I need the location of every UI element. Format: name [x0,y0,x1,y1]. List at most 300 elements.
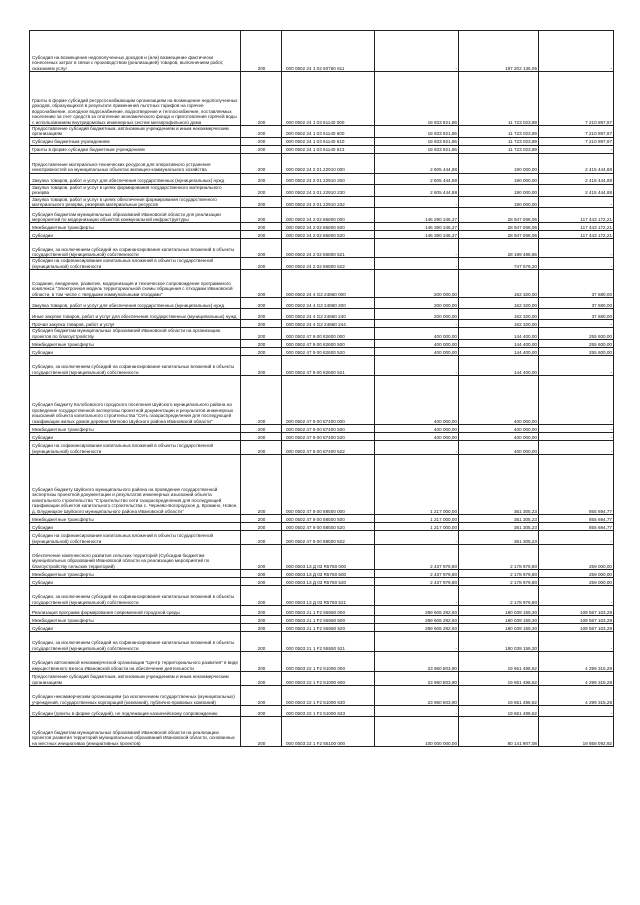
row-line-code: 200 [241,126,282,138]
row-line-code: 200 [241,578,282,586]
row-budget-code: 000 0503 22 1 F2 51090 630 [282,686,375,706]
row-unexecuted: - [539,531,614,545]
row-unexecuted: 117 443 172,21 [539,208,614,223]
row-line-code: 200 [241,340,282,348]
row-approved: - [375,320,459,328]
row-budget-code: 000 0503 21 1 F2 55550 521 [282,632,375,652]
row-approved: 400 000,00 [375,425,459,433]
row-budget-code: 000 0502 24 4 G2 24860 000 [282,270,375,298]
row-approved: 400 000,00 [375,348,459,356]
row-unexecuted: - [539,356,614,376]
row-executed: 180 039 159,30 [459,632,539,652]
row-budget-code: 000 0503 13 Д 03 R5760 000 [282,545,375,570]
row-approved: - [375,258,459,270]
row-executed: 144 400,00 [459,348,539,356]
table-row [30,606,614,616]
table-row [30,433,614,441]
row-line-code: 200 [241,348,282,356]
row-name: Субсидия бюджету Шуйского муниципального района на проведение государственной экспертизы проектной документации и результатов инженерных изысканий объекта капитального строительства "Строительство сети газораспределения для последующей газификации объектов капитального строительства с. Чернево-Богородское д. Кромино, Новое, д. Блудницкое Шуйского муниципального района Ивановской области" [30,455,241,515]
row-executed: 162 320,00 [459,270,539,298]
row-executed: 400 000,00 [459,433,539,441]
table-row [30,686,614,706]
row-name: Реализация программ формирования современной городской среды [30,606,241,616]
row-unexecuted: 117 443 172,21 [539,231,614,239]
row-unexecuted: 855 694,77 [539,515,614,523]
row-line-code: 200 [241,515,282,523]
row-executed: 190 000,00 [459,196,539,208]
row-executed: 361 305,23 [459,523,539,531]
row-budget-code: 000 0502 47 9 00 88500 520 [282,523,375,531]
row-unexecuted: - [539,320,614,328]
row-budget-code: 000 0502 24 1 03 61140 613 [282,145,375,153]
row-executed: 11 723 023,89 [459,145,539,153]
row-line-code: 200 [241,320,282,328]
row-budget-code: 000 0502 47 9 00 82600 000 [282,328,375,340]
row-name: Межбюджетные трансферты [30,340,241,348]
row-line-code: 200 [241,328,282,340]
row-approved: - [375,706,459,717]
table-row [30,270,614,298]
row-name: Субсидии [30,231,241,239]
row-name: Субсидии, за исключением субсидий на софинансирование капитальных вложений в объекты государственной (муниципальной) собственности [30,586,241,606]
row-budget-code: 000 0503 21 1 F2 55550 500 [282,616,375,624]
row-executed: 19 661 488,62 [459,652,539,672]
row-executed: 19 661 488,62 [459,686,539,706]
table-row [30,184,614,196]
row-approved: 2 605 444,88 [375,184,459,196]
row-executed: 180 039 159,30 [459,616,539,624]
row-approved: - [375,441,459,455]
row-executed: 11 723 023,89 [459,126,539,138]
row-unexecuted: - [539,425,614,433]
row-name: Закупка товаров, работ и услуг в целях формирования государственного материального резерва [30,184,241,196]
table-row [30,624,614,632]
row-name: Предоставление субсидий бюджетным, автономным учреждениям и иным некоммерческим организациям [30,126,241,138]
row-name: Межбюджетные трансферты [30,616,241,624]
row-name: Предоставление субсидий бюджетным, автономным учреждениям и иным некоммерческим организациям [30,672,241,686]
row-approved: - [375,586,459,606]
row-name: Субсидии, за исключением субсидий на софинансирование капитальных вложений в объекты государственной (муниципальной) собственности [30,356,241,376]
row-budget-code: 000 0502 24 1 03 61140 600 [282,126,375,138]
row-name: Межбюджетные трансферты [30,425,241,433]
row-approved: - [375,531,459,545]
row-unexecuted: 37 680,00 [539,298,614,309]
table-row [30,672,614,686]
table-row [30,173,614,184]
row-executed: 28 947 068,06 [459,231,539,239]
row-approved: 23 960 803,90 [375,652,459,672]
row-name: Субсидии [30,578,241,586]
table-row [30,31,614,72]
row-budget-code: 000 0503 13 Д 03 R5760 521 [282,586,375,606]
row-budget-code: 000 0503 13 Д 03 R5760 500 [282,570,375,578]
row-name: Создание, внедрение, развитие, модернизация и техническое сопровождение программного комплекса "Электронная модель территориальной схемы обращения с отходами Ивановской области, в том числе с твердыми коммунальными отходами" [30,270,241,298]
row-approved: 18 933 921,86 [375,145,459,153]
row-executed: 400 000,00 [459,376,539,425]
row-executed: 190 000,00 [459,173,539,184]
row-unexecuted: 4 299 315,28 [539,652,614,672]
row-approved: 1 217 000,00 [375,515,459,523]
row-executed: 180 039 159,30 [459,624,539,632]
table-row [30,239,614,258]
row-line-code: 200 [241,652,282,672]
row-executed: 144 400,00 [459,340,539,348]
row-line-code: 200 [241,356,282,376]
row-executed: 361 305,23 [459,531,539,545]
table-row [30,616,614,624]
row-line-code: 200 [241,298,282,309]
row-line-code: 200 [241,270,282,298]
row-name: Субсидия бюджету Колобовского городского поселения Шуйского муниципального района на проведение государственной экспертизы проектной документации и результатов инженерных изысканий объекта капитального строительства "Сеть газораспределения для последующей газификации жилых домов деревни Митково Шуйского района Ивановской области" [30,376,241,425]
row-name: Субсидия бюджетам муниципальных образований Ивановской области для реализации мероприятий по модернизации объектов коммунальной инфраструктуры [30,208,241,223]
row-unexecuted: 259 000,00 [539,578,614,586]
row-line-code: 200 [241,173,282,184]
row-unexecuted: 4 299 315,28 [539,672,614,686]
row-line-code: 200 [241,376,282,425]
row-approved: 2 437 979,80 [375,578,459,586]
row-name: Закупка товаров, работ и услуг в целях обеспечения формирования государственного материального резерва, резервов материальных ресурсов [30,196,241,208]
row-unexecuted: 37 680,00 [539,270,614,298]
row-executed: 361 305,23 [459,455,539,515]
row-unexecuted: 7 210 897,97 [539,72,614,126]
row-approved: - [375,632,459,652]
row-line-code: 200 [241,433,282,441]
row-approved: 400 000,00 [375,376,459,425]
row-unexecuted: - [539,239,614,258]
row-executed: 361 305,23 [459,515,539,523]
row-name: Субсидия бюджетам муниципальных образований Ивановской области на реализацию проектов развития территорий муниципальных образований Ивановской области, основанных на местных инициативах (инициативных проектов) [30,717,241,747]
row-budget-code: 000 0502 24 2 01 22910 232 [282,196,375,208]
row-unexecuted: 2 415 444,88 [539,153,614,173]
table-row [30,298,614,309]
row-unexecuted: - [539,441,614,455]
row-approved: 200 000,00 [375,298,459,309]
row-unexecuted: - [539,145,614,153]
row-executed: 144 400,00 [459,328,539,340]
budget-execution-table [29,30,614,747]
row-line-code: 200 [241,545,282,570]
row-budget-code: 000 0502 47 9 00 88500 500 [282,515,375,523]
row-unexecuted: 109 567 103,28 [539,624,614,632]
row-line-code: 200 [241,145,282,153]
row-line-code: 200 [241,606,282,616]
row-line-code: 200 [241,309,282,320]
row-executed: 11 723 023,89 [459,137,539,145]
table-row [30,586,614,606]
row-name: Закупка товаров, работ и услуг для обеспечения государственных (муниципальных) нужд [30,173,241,184]
row-line-code: 200 [241,706,282,717]
row-budget-code: 000 0503 22 1 F2 65100 000 [282,717,375,747]
row-name: Обеспечение комплексного развития сельских территорий (Субсидии бюджетам муниципальных образований Ивановской области на реализацию мероприятий по благоустройству сельских территорий) [30,545,241,570]
row-name: Субсидии на софинансирование капитальных вложений в объекты государственной (муниципальной) собственности [30,531,241,545]
row-name: Гранты в форме субсидии бюджетным учреждениям [30,145,241,153]
row-budget-code: 000 0502 24 2 02 86800 521 [282,239,375,258]
row-unexecuted: 7 210 897,97 [539,126,614,138]
row-line-code: 200 [241,586,282,606]
row-approved: 2 437 979,80 [375,545,459,570]
row-name: Субсидии [30,624,241,632]
row-approved: - [375,31,459,72]
row-budget-code: 000 0502 47 9 00 82600 521 [282,356,375,376]
row-unexecuted: - [539,376,614,425]
row-unexecuted: 855 694,77 [539,523,614,531]
row-approved: 23 960 803,90 [375,686,459,706]
row-line-code: 200 [241,686,282,706]
row-line-code: 200 [241,616,282,624]
row-executed: 11 723 023,89 [459,72,539,126]
row-budget-code: 000 0502 47 9 00 87400 520 [282,433,375,441]
row-name: Межбюджетные трансферты [30,515,241,523]
table-row [30,145,614,153]
row-executed: 162 320,00 [459,298,539,309]
row-name: Межбюджетные трансферты [30,223,241,231]
row-name: Иные закупки товаров, работ и услуг для обеспечения государственных (муниципальных) нужд [30,309,241,320]
row-budget-code: 000 0502 47 9 00 88500 522 [282,531,375,545]
row-name: Субсидии некоммерческим организациям (за исключением государственных (муниципальных) учреждений, государственных корпораций (компаний), публично-правовых компаний) [30,686,241,706]
row-name: Прочая закупка товаров, работ и услуг [30,320,241,328]
row-name: Субсидии, за исключением субсидий на софинансирование капитальных вложений в объекты государственной (муниципальной) собственности [30,632,241,652]
table-row [30,309,614,320]
row-executed: 747 579,20 [459,258,539,270]
row-executed: 190 000,00 [459,184,539,196]
row-unexecuted: - [539,258,614,270]
row-unexecuted: 109 567 103,28 [539,616,614,624]
row-budget-code: 000 0502 24 2 01 22910 000 [282,153,375,173]
row-unexecuted: 2 415 444,88 [539,184,614,196]
row-unexecuted: - [539,632,614,652]
row-approved: 18 933 921,86 [375,72,459,126]
row-budget-code: 000 0503 22 1 F2 51090 600 [282,672,375,686]
row-executed: 400 000,00 [459,425,539,433]
row-line-code: 200 [241,153,282,173]
row-budget-code: 000 0503 22 1 F2 51090 000 [282,652,375,672]
table-row [30,348,614,356]
table-row [30,320,614,328]
row-name: Субсидии (гранты в форме субсидий), не подлежащие казначейскому сопровождению [30,706,241,717]
row-name: Предоставление материально-технических ресурсов для оперативного устранения неисправностей на муниципальных объектах жилищно-коммунального хозяйства [30,153,241,173]
row-budget-code: 000 0502 47 9 00 87400 522 [282,441,375,455]
row-approved: 289 606 282,60 [375,616,459,624]
row-approved: 18 933 921,86 [375,126,459,138]
row-line-code: 200 [241,72,282,126]
row-approved: 400 000,00 [375,433,459,441]
row-line-code: 200 [241,455,282,515]
row-executed: 2 178 979,80 [459,578,539,586]
row-budget-code: 000 0502 47 9 00 87400 500 [282,425,375,433]
row-name: Субсидии [30,348,241,356]
row-unexecuted: 7 210 897,97 [539,137,614,145]
row-budget-code: 000 0502 47 9 00 82600 520 [282,348,375,356]
row-budget-code: 000 0502 24 1 02 60760 811 [282,31,375,72]
row-executed: 2 178 979,80 [459,545,539,570]
table-row [30,376,614,425]
row-name: Субсидии на софинансирование капитальных вложений в объекты государственной (муниципальной) собственности [30,441,241,455]
row-unexecuted: 109 567 103,28 [539,606,614,616]
row-unexecuted: 259 000,00 [539,570,614,578]
table-row [30,137,614,145]
row-approved: - [375,239,459,258]
row-line-code: 200 [241,208,282,223]
row-line-code: 200 [241,223,282,231]
row-budget-code: 000 0502 24 2 01 22910 200 [282,173,375,184]
row-budget-code: 000 0502 24 2 01 22910 230 [282,184,375,196]
table-row [30,531,614,545]
row-name: Межбюджетные трансферты [30,570,241,578]
row-line-code: 200 [241,632,282,652]
table-row [30,706,614,717]
row-budget-code: 000 0502 24 4 G2 24860 244 [282,320,375,328]
row-unexecuted: - [539,586,614,606]
table-row [30,455,614,515]
row-line-code: 200 [241,531,282,545]
table-row [30,632,614,652]
row-budget-code: 000 0502 24 2 02 86800 520 [282,231,375,239]
row-name: Субсидии на софинансирование капитальных вложений в объекты государственной (муниципальной) собственности [30,258,241,270]
row-name: Субсидии [30,523,241,531]
row-unexecuted: 255 600,00 [539,340,614,348]
row-line-code: 200 [241,137,282,145]
row-approved: 400 000,00 [375,340,459,348]
row-executed: 2 178 979,80 [459,570,539,578]
row-name: Субсидия на возмещение недополученных доходов и (или) возмещение фактически понесенных затрат в связи с производством (реализацией) товаров, выполнением работ, оказанием услуг [30,31,241,72]
row-executed: 2 178 979,80 [459,586,539,606]
row-executed: 19 661 488,62 [459,706,539,717]
row-executed: 144 400,00 [459,356,539,376]
row-budget-code: 000 0503 21 1 F2 55550 520 [282,624,375,632]
row-executed: 80 141 907,08 [459,717,539,747]
row-executed: 19 661 488,62 [459,672,539,686]
row-approved: 18 933 921,86 [375,137,459,145]
table-row [30,515,614,523]
row-budget-code: 000 0502 24 2 02 86800 000 [282,208,375,223]
row-unexecuted: 2 415 444,88 [539,173,614,184]
row-unexecuted: 255 600,00 [539,348,614,356]
row-line-code: 200 [241,425,282,433]
table-row [30,196,614,208]
table-row [30,72,614,126]
row-budget-code: 000 0502 47 9 00 82600 500 [282,340,375,348]
row-approved: - [375,196,459,208]
row-executed: 197 202 136,05 [459,31,539,72]
row-budget-code: 000 0502 47 9 00 88500 000 [282,455,375,515]
table-row [30,328,614,340]
row-line-code: 200 [241,570,282,578]
row-budget-code: 000 0502 24 2 02 86800 522 [282,258,375,270]
row-budget-code: 000 0502 24 4 G2 24860 200 [282,298,375,309]
row-approved: 2 605 444,88 [375,173,459,184]
row-line-code: 200 [241,523,282,531]
row-name: Субсидия автономной некоммерческой организации "Центр территориального развития" в виде имущественного взноса Ивановской области на обеспечение деятельности [30,652,241,672]
row-approved: 400 000,00 [375,328,459,340]
row-budget-code: 000 0502 24 4 G2 24860 240 [282,309,375,320]
row-line-code: 200 [241,258,282,270]
row-unexecuted: 259 000,00 [539,545,614,570]
table-row [30,441,614,455]
row-budget-code: 000 0503 21 1 F2 55550 000 [282,606,375,616]
row-executed: 190 000,00 [459,153,539,173]
row-unexecuted: 37 680,00 [539,309,614,320]
table-body [30,31,614,747]
table-row [30,425,614,433]
row-executed: 28 199 488,86 [459,239,539,258]
row-budget-code: 000 0502 24 1 03 61140 000 [282,72,375,126]
row-budget-code: 000 0502 24 2 02 86800 500 [282,223,375,231]
row-unexecuted: 117 443 172,21 [539,223,614,231]
row-line-code: 200 [241,184,282,196]
row-executed: 162 320,00 [459,320,539,328]
table-row [30,340,614,348]
row-budget-code: 000 0503 22 1 F2 51090 633 [282,706,375,717]
table-row [30,258,614,270]
table-row [30,545,614,570]
row-unexecuted: - [539,433,614,441]
row-approved: 289 606 282,60 [375,624,459,632]
row-name: Субсидии бюджетным учреждениям [30,137,241,145]
row-name: Субсидия бюджетам муниципальных образований Ивановской области на организацию проектов по благоустройству [30,328,241,340]
table-row [30,223,614,231]
row-unexecuted: 255 600,00 [539,328,614,340]
table-row [30,356,614,376]
row-executed: 180 039 159,30 [459,606,539,616]
row-approved: 289 606 282,60 [375,606,459,616]
row-unexecuted: 855 694,77 [539,455,614,515]
row-executed: 400 000,00 [459,441,539,455]
row-approved: 146 290 246,27 [375,208,459,223]
row-approved: 100 000 000,00 [375,717,459,747]
row-approved: 200 000,00 [375,309,459,320]
table-row [30,717,614,747]
row-approved: 146 390 246,27 [375,223,459,231]
row-line-code: 200 [241,196,282,208]
row-executed: 162 320,00 [459,309,539,320]
row-approved: - [375,356,459,376]
row-line-code: 200 [241,239,282,258]
row-approved: 2 437 979,80 [375,570,459,578]
row-approved: 1 217 000,00 [375,455,459,515]
row-approved: 146 390 246,27 [375,231,459,239]
row-approved: 2 605 444,88 [375,153,459,173]
row-name: Субсидии, за исключением субсидий на софинансирование капитальных вложений в объекты государственной (муниципальной) собственности [30,239,241,258]
row-line-code: 200 [241,672,282,686]
table-row [30,208,614,223]
row-budget-code: 000 0502 47 9 00 87400 000 [282,376,375,425]
row-line-code: 200 [241,624,282,632]
row-line-code: 200 [241,717,282,747]
row-name: Закупка товаров, работ и услуг для обеспечения государственных (муниципальных) нужд [30,298,241,309]
row-approved: 23 960 803,90 [375,672,459,686]
row-approved: 1 217 000,00 [375,523,459,531]
table-row [30,231,614,239]
row-unexecuted: - [539,706,614,717]
row-name: Гранты в форме субсидий ресурсоснабжающим организациям на возмещение недополученных доходов, образующихся в результате применения льготных тарифов на горячее водоснабжение, холодное водоснабжение, водоотведение и теплоснабжение, поставляемых населению за счет средств за отопление экономического фонда и приготовления горячей воды с использованием внутридомовых инженерных систем мегапрофильного дома [30,72,241,126]
table-row [30,153,614,173]
table-row [30,652,614,672]
table-row [30,126,614,138]
row-line-code: 200 [241,441,282,455]
table-row [30,523,614,531]
table-row [30,578,614,586]
row-unexecuted: - [539,31,614,72]
row-approved: 200 000,00 [375,270,459,298]
row-unexecuted: 4 299 315,28 [539,686,614,706]
row-line-code: 200 [241,231,282,239]
row-name: Субсидии [30,433,241,441]
row-unexecuted: - [539,196,614,208]
row-unexecuted: 19 858 092,92 [539,717,614,747]
row-executed: 28 947 068,06 [459,208,539,223]
table-row [30,570,614,578]
row-line-code: 200 [241,31,282,72]
